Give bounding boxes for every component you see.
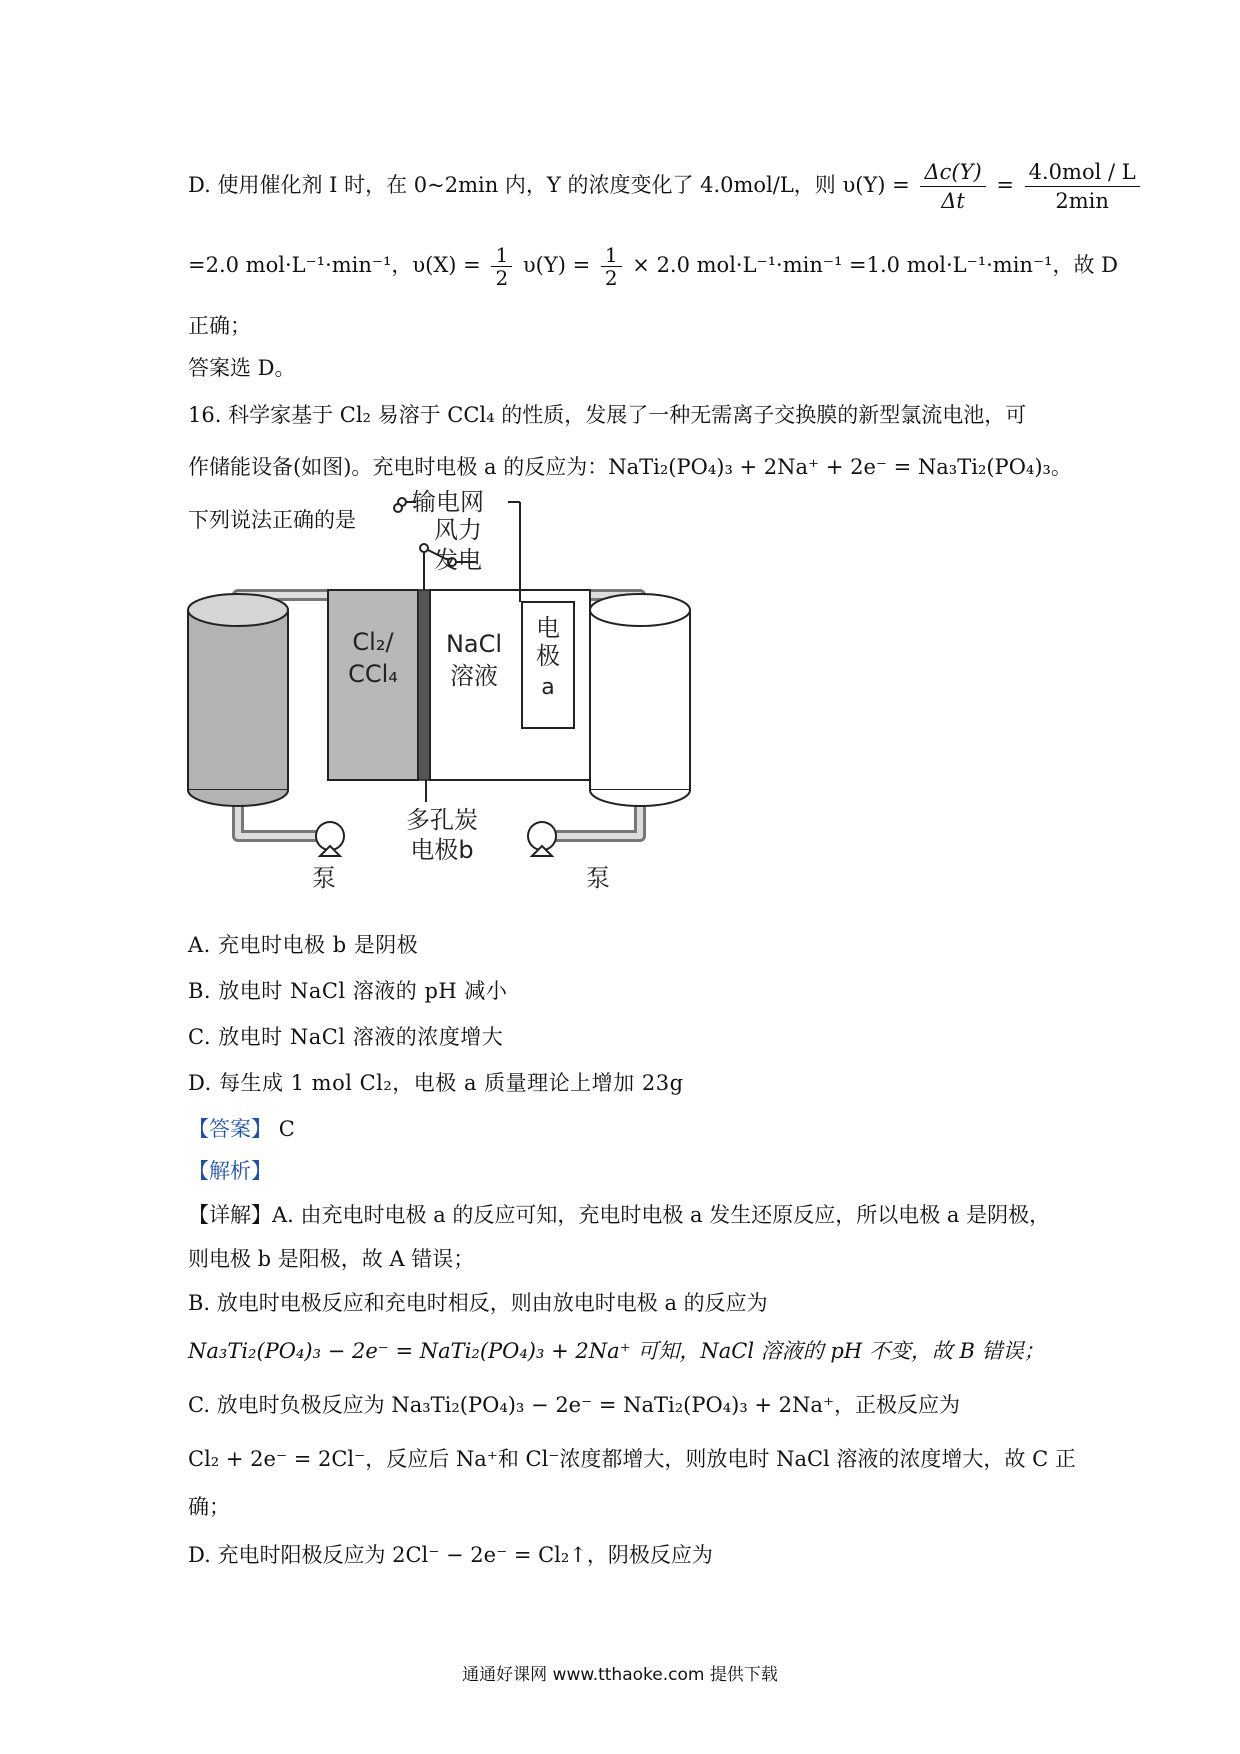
detail-b-1: B. 放电时电极反应和充电时相反，则由放电时电极 a 的反应为 — [188, 1291, 768, 1315]
wind-label-1: 风力 — [434, 516, 482, 544]
grid-label: 输电网 — [412, 488, 484, 516]
detail-c-1: C. 放电时负极反应为 Na₃Ti₂(PO₄)₃ − 2e⁻ = NaTi₂(PO₄)₃ + 2Na⁺，正极反应为 — [188, 1393, 961, 1417]
electrode-a-label-3: a — [541, 675, 555, 700]
detail-b-2: Na₃Ti₂(PO₄)₃ − 2e⁻ = NaTi₂(PO₄)₃ + 2Na⁺ 可知，NaCl 溶液的 pH 不变，故 B 错误； — [188, 1339, 1045, 1363]
q16-stem-3: 下列说法正确的是 — [188, 508, 356, 532]
delta-fraction: $\frac{\Delta c(Y)}{\Delta t}$ — [920, 158, 985, 215]
nacl-label-2: 溶液 — [450, 662, 498, 690]
half-fraction-1: $\frac{1}{2}$ — [491, 244, 512, 289]
analysis-tag: 【解析】 — [188, 1159, 272, 1183]
answer-tag: 【答案】 — [188, 1117, 272, 1141]
detail-a-1: 【详解】A. 由充电时电极 a 的反应可知，充电时电极 a 发生还原反应，所以电极 a 是阴极， — [188, 1203, 1051, 1227]
q16-stem-2: 作储能设备(如图)。充电时电极 a 的反应为：NaTi₂(PO₄)₃ + 2Na⁺ + 2e⁻ = Na₃Ti₂(PO₄)₃。 — [188, 455, 1072, 479]
porous-carbon-electrode-b — [418, 590, 430, 780]
left-pump-label: 泵 — [312, 864, 336, 892]
prev-answer-line: 答案选 D。 — [188, 356, 296, 380]
option-a: A. 充电时电极 b 是阴极 — [188, 933, 419, 957]
right-pump-icon — [528, 822, 556, 856]
detail-a-2: 则电极 b 是阳极，故 A 错误； — [188, 1247, 475, 1271]
left-chamber-label-1: Cl₂/ — [352, 628, 394, 656]
option-c: C. 放电时 NaCl 溶液的浓度增大 — [188, 1025, 504, 1049]
left-pump-icon — [316, 822, 344, 856]
detail-c-2: Cl₂ + 2e⁻ = 2Cl⁻，反应后 Na⁺和 Cl⁻浓度都增大，则放电时 NaCl 溶液的浓度增大，故 C 正 — [188, 1447, 1076, 1471]
q16-stem-1: 16. 科学家基于 Cl₂ 易溶于 CCl₄ 的性质，发展了一种无需离子交换膜的新型氯流电池，可 — [188, 403, 1027, 427]
detail-d-1: D. 充电时阳极反应为 2Cl⁻ − 2e⁻ = Cl₂↑，阴极反应为 — [188, 1543, 713, 1567]
nacl-label-1: NaCl — [445, 630, 503, 658]
electrode-a-label-1: 电 — [536, 614, 560, 642]
option-b: B. 放电时 NaCl 溶液的 pH 减小 — [188, 979, 508, 1003]
wind-label-2: 发电 — [434, 546, 482, 574]
half-fraction-2: $\frac{1}{2}$ — [601, 244, 622, 289]
prev-d-line-1: D. 使用催化剂 I 时，在 0~2min 内，Y 的浓度变化了 4.0mol/L，则 υ(Y) = $\frac{\Delta c(Y)}{\Delta t}$ = $\frac{\text{4.0mol / L}}{2\min}$ — [188, 158, 1144, 215]
right-tank — [590, 594, 690, 806]
porous-label-2: 电极b — [410, 836, 474, 864]
prev-d-line-3: 正确； — [188, 314, 251, 338]
rate-fraction: $\frac{\text{4.0mol / L}}{2\min}$ — [1025, 158, 1140, 215]
left-tank — [188, 594, 288, 806]
right-pump-label: 泵 — [586, 864, 610, 892]
grid-connection — [394, 504, 402, 512]
prev-d-line-2: =2.0 mol·L⁻¹·min⁻¹，υ(X) = $\frac{1}{2}$ υ(Y) = $\frac{1}{2}$ × 2.0 mol·L⁻¹·min⁻¹ =1.0 mol·L⁻¹·min⁻¹，故 D — [188, 243, 1118, 290]
porous-label-1: 多孔炭 — [406, 806, 478, 834]
detail-c-3: 确； — [188, 1495, 230, 1519]
page-footer: 通通好课网 www.tthaoke.com 提供下载 — [462, 1665, 778, 1685]
answer-line — [188, 1114, 295, 1144]
left-chamber-label-2: CCl₄ — [348, 660, 398, 688]
electrode-a-label-2: 极 — [536, 642, 560, 670]
answer-value: C — [278, 1117, 295, 1141]
option-d: D. 每生成 1 mol Cl₂，电极 a 质量理论上增加 23g — [188, 1071, 684, 1095]
